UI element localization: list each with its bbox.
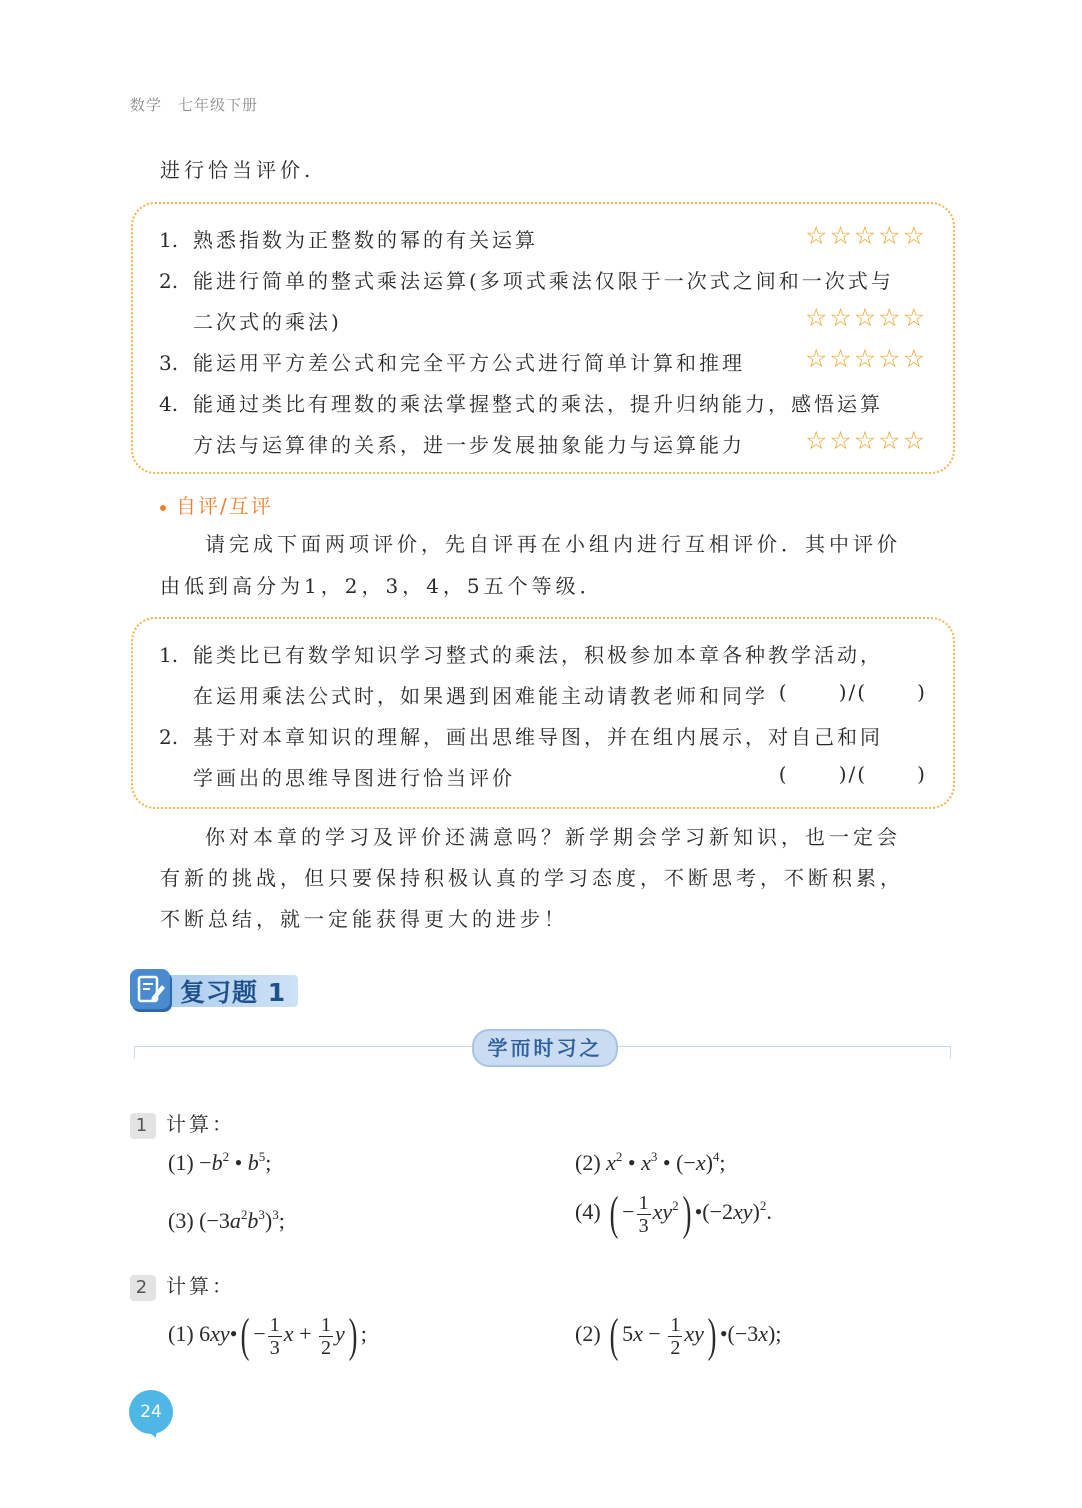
eval-item-2-cont: 学画出的思维导图进行恰当评价	[193, 766, 515, 790]
goals-box	[131, 202, 955, 474]
q1-part-4: (4) ( − $\frac{1}{3}$ $xy^2$) $•(-2xy)^2$.	[575, 1187, 772, 1240]
bullet-dot-icon	[160, 505, 166, 511]
goal-item-3: 3. 能运用平方差公式和完全平方公式进行简单计算和推理	[159, 351, 745, 375]
goal-item-4: 4. 能通过类比有理数的乘法掌握整式的乘法，提升归纳能力，感悟运算	[159, 392, 883, 416]
pencil-note-icon	[130, 969, 170, 1009]
question-2: 2 计算：	[130, 1270, 235, 1301]
page-number: 24	[129, 1390, 173, 1434]
eval-item-1-cont: 在运用乘法公式时，如果遇到困难能主动请教老师和同学	[193, 684, 768, 708]
self-eval-para-2: 由低到高分为1，2，3，4，5五个等级．	[160, 574, 604, 598]
goal-item-4-cont: 方法与运算律的关系，进一步发展抽象能力与运算能力	[193, 433, 745, 457]
question-number: 1	[130, 1113, 156, 1139]
review-title: 复习题 1	[180, 978, 287, 1007]
eval-item-1: 1. 能类比已有数学知识学习整式的乘法，积极参加本章各种教学活动，	[159, 643, 883, 667]
running-header	[130, 94, 258, 115]
question-1: 1 计算：	[130, 1108, 235, 1139]
q1-part-1: $(1) -b^2$ • $b^5$;	[168, 1149, 272, 1175]
eval-blank-1[interactable]: ( )/( )	[778, 680, 927, 704]
goal-item-2: 2. 能进行简单的整式乘法运算(多项式乘法仅限于一次式之间和一次式与	[159, 269, 894, 293]
star-rating-4[interactable]: ☆☆☆☆☆	[804, 426, 927, 455]
goal-item-2-cont: 二次式的乘法)	[193, 310, 342, 334]
goal-item-1: 1. 熟悉指数为正整数的幂的有关运算	[159, 228, 538, 252]
q1-part-3: (3) $(-3a^2b^3)^3$;	[168, 1207, 285, 1233]
closing-line-3: 不断总结，就一定能获得更大的进步！	[160, 907, 568, 931]
eval-blank-2[interactable]: ( )/( )	[778, 762, 927, 786]
review-header	[130, 969, 298, 1011]
star-rating-1[interactable]: ☆☆☆☆☆	[804, 221, 927, 250]
self-eval-label: 自评/互评	[160, 490, 273, 519]
eval-item-2: 2. 基于对本章知识的理解，画出思维导图，并在组内展示，对自己和同	[159, 725, 883, 749]
eval-box	[131, 617, 955, 809]
star-rating-2[interactable]: ☆☆☆☆☆	[804, 303, 927, 332]
question-number: 2	[130, 1275, 156, 1301]
q1-part-2: (2) $x^2$ • $x^3$ • $(-x)^4$;	[575, 1149, 726, 1175]
header-subject: 数学	[130, 96, 163, 114]
q2-part-1: (1) 6xy•( − $\frac{1}{3}$ x + $\frac{1}{2}$ y) ;	[168, 1309, 367, 1362]
header-book: 七年级下册	[178, 96, 259, 114]
star-rating-3[interactable]: ☆☆☆☆☆	[804, 344, 927, 373]
self-eval-para-1: 请完成下面两项评价，先自评再在小组内进行互相评价．其中评价	[205, 532, 901, 556]
intro-line: 进行恰当评价.	[160, 158, 315, 182]
q2-part-2: (2) ( 5x − $\frac{1}{2}$ xy) •(−3x);	[575, 1309, 782, 1362]
review-subtitle: 学而时习之	[472, 1029, 618, 1067]
closing-line-1: 你对本章的学习及评价还满意吗？新学期会学习新知识，也一定会	[205, 825, 901, 849]
closing-line-2: 有新的挑战，但只要保持积极认真的学习态度，不断思考，不断积累，	[160, 866, 904, 890]
